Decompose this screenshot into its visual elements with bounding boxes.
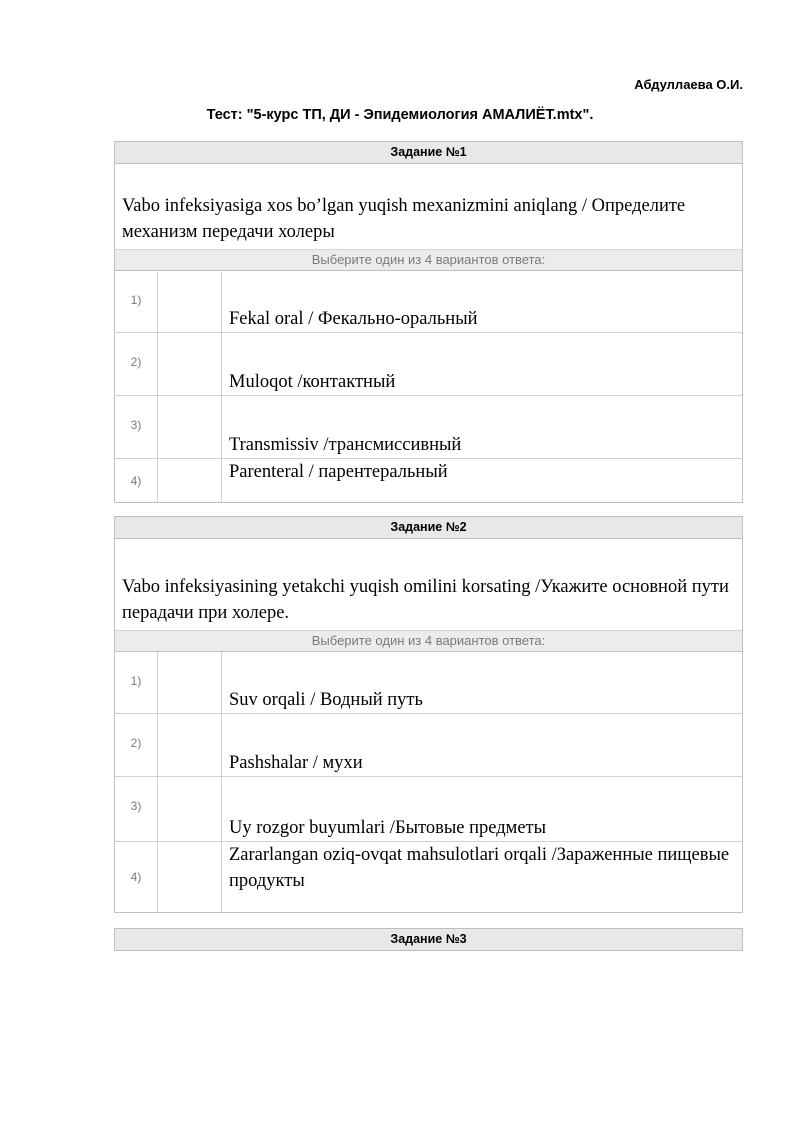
option-text[interactable] xyxy=(222,396,742,459)
option-select-cell[interactable] xyxy=(158,652,222,714)
task-card xyxy=(114,516,743,913)
option-label: Zararlangan oziq-ovqat mahsulotlari orqali /Зараженные пищевые продукты xyxy=(229,845,730,891)
option-label: Uy rozgor buyumlari /Бытовые предметы xyxy=(229,818,547,838)
option-text[interactable] xyxy=(222,842,742,912)
answer-options xyxy=(115,271,742,502)
option-select-cell[interactable] xyxy=(158,396,222,459)
option-select-cell[interactable] xyxy=(158,271,222,333)
option-select-cell[interactable] xyxy=(158,333,222,396)
option-number: 3) xyxy=(115,396,158,459)
option-text[interactable] xyxy=(222,333,742,396)
option-text[interactable] xyxy=(222,459,742,502)
question-text xyxy=(115,539,742,630)
option-text[interactable] xyxy=(222,271,742,333)
answer-options xyxy=(115,652,742,912)
task-header: Задание №3 xyxy=(115,929,742,951)
option-select-cell[interactable] xyxy=(158,777,222,842)
option-label: Transmissiv /трансмиссивный xyxy=(229,435,462,455)
option-number: 2) xyxy=(115,714,158,777)
answer-instruction: Выберите один из 4 вариантов ответа: xyxy=(115,249,742,271)
option-text[interactable] xyxy=(222,777,742,842)
question-text xyxy=(115,164,742,249)
question-label: Vabo infeksiyasiga xos bo’lgan yuqish mexanizmini aniqlang / Определите механизм передачи холеры xyxy=(122,196,686,242)
option-label: Parenteral / парентеральный xyxy=(229,462,448,482)
author-name: Абдуллаева О.И. xyxy=(634,77,743,92)
task-card xyxy=(114,141,743,503)
option-number: 4) xyxy=(115,842,158,912)
question-label: Vabo infeksiyasining yetakchi yuqish omilini korsating /Укажите основной пути перадачи при холере. xyxy=(122,577,729,623)
option-number: 1) xyxy=(115,271,158,333)
option-label: Muloqot /контактный xyxy=(229,372,396,392)
option-label: Fekal oral / Фекально-оральный xyxy=(229,309,478,329)
option-select-cell[interactable] xyxy=(158,459,222,502)
option-select-cell[interactable] xyxy=(158,842,222,912)
task-card xyxy=(114,928,743,951)
option-label: Suv orqali / Водный путь xyxy=(229,690,423,710)
test-title: Тест: "5-курс ТП, ДИ - Эпидемиология АМАЛИЁТ.mtx". xyxy=(206,107,594,123)
task-header: Задание №2 xyxy=(115,517,742,539)
task-header: Задание №1 xyxy=(115,142,742,164)
option-number: 3) xyxy=(115,777,158,842)
option-number: 4) xyxy=(115,459,158,502)
option-text[interactable] xyxy=(222,714,742,777)
option-select-cell[interactable] xyxy=(158,714,222,777)
option-number: 1) xyxy=(115,652,158,714)
option-text[interactable] xyxy=(222,652,742,714)
option-number: 2) xyxy=(115,333,158,396)
option-label: Pashshalar / мухи xyxy=(229,753,363,773)
answer-instruction: Выберите один из 4 вариантов ответа: xyxy=(115,630,742,652)
